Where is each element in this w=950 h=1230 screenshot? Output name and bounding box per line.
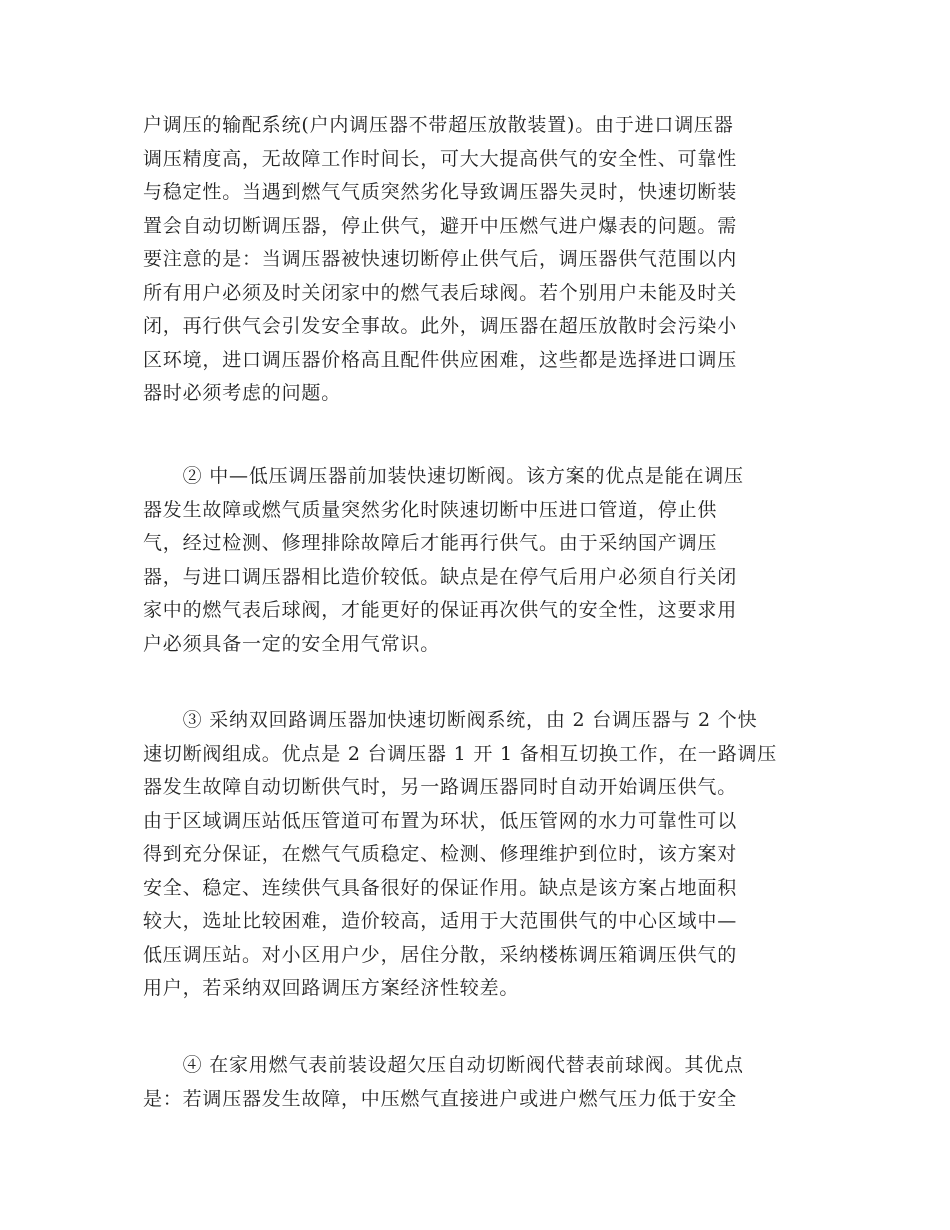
text-line: 与稳定性。当遇到燃气气质突然劣化导致调压器失灵时，快速切断装 [143, 181, 738, 203]
paragraph-1 [143, 109, 813, 411]
text-line: ④ 在家用燃气表前装设超欠压自动切断阀代替表前球阀。其优点 [143, 1054, 744, 1076]
text-line: 置会自动切断调压器，停止供气，避开中压燃气进户爆表的问题。需 [143, 214, 738, 237]
text-line: 较大，选址比较困难，造价较高，适用于大范围供气的中心区域中— [143, 910, 738, 932]
paragraph-4 [143, 1049, 813, 1116]
text-line: 低压调压站。对小区用户少，居住分散，采纳楼栋调压箱调压供气的 [143, 943, 738, 966]
paragraph-3 [143, 704, 813, 1006]
text-line: 家中的燃气表后球阀，才能更好的保证再次供气的安全性，这要求用 [143, 599, 738, 621]
text-line: 闭，再行供气会引发安全事故。此外，调压器在超压放散时会污染小 [143, 315, 738, 337]
text-line: 要注意的是：当调压器被快速切断停止供气后，调压器供气范围以内 [143, 248, 738, 270]
text-line: 器时必须考虑的问题。 [143, 382, 342, 404]
text-line: 户调压的输配系统(户内调压器不带超压放散装置)。由于进口调压器 [143, 114, 734, 136]
text-line: 得到充分保证，在燃气气质稳定、检测、修理维护到位时，该方案对 [143, 843, 738, 865]
paragraph-2 [143, 460, 813, 661]
text-line: 调压精度高，无故障工作时间长，可大大提高供气的安全性、可靠性 [143, 147, 738, 170]
text-line: 器发生故障或燃气质量突然劣化时陕速切断中压进口管道，停止供 [143, 498, 718, 521]
text-line: 速切断阀组成。优点是 2 台调压器 1 开 1 备相互切换工作，在一路调压 [143, 742, 778, 765]
text-line: ② 中—低压调压器前加装快速切断阀。该方案的优点是能在调压 [143, 465, 744, 487]
text-line: 器，与进口调压器相比造价较低。缺点是在停气后用户必须自行关闭 [143, 565, 738, 588]
text-line: 区环境，进口调压器价格高且配件供应困难，这些都是选择进口调压 [143, 348, 738, 371]
text-line: 是：若调压器发生故障，中压燃气直接进户或进户燃气压力低于安全 [143, 1087, 738, 1110]
text-line: 用户，若采纳双回路调压方案经济性较差。 [143, 977, 520, 999]
text-line: ③ 采纳双回路调压器加快速切断阀系统，由 2 台调压器与 2 个快 [143, 709, 758, 731]
text-line: 安全、稳定、连续供气具备很好的保证作用。缺点是该方案占地面积 [143, 876, 738, 899]
text-line: 器发生故障自动切断供气时，另一路调压器同时自动开始调压供气。 [143, 776, 738, 798]
text-line: 由于区域调压站低压管道可布置为环状，低压管网的水力可靠性可以 [143, 809, 738, 832]
text-line: 所有用户必须及时关闭家中的燃气表后球阀。若个别用户未能及时关 [143, 281, 738, 304]
text-line: 户必须具备一定的安全用气常识。 [143, 632, 441, 655]
text-line: 气，经过检测、修理排除故障后才能再行供气。由于采纳国产调压 [143, 532, 718, 554]
